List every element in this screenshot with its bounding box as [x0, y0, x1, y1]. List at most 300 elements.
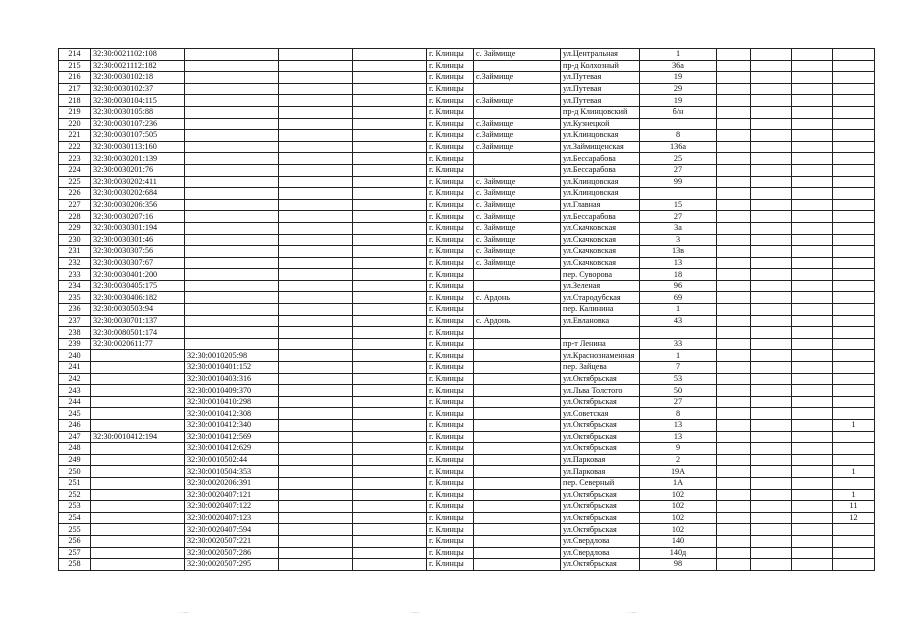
mark-cell	[833, 338, 875, 350]
empty-cell	[279, 60, 353, 72]
cadastral-number-a: 32:30:0030105:88	[91, 106, 185, 118]
city-cell: г. Клинцы	[427, 176, 474, 188]
empty-cell	[792, 454, 833, 466]
table-row	[59, 385, 875, 397]
house-number-cell: 1	[640, 304, 717, 316]
empty-cell	[717, 304, 751, 316]
street-cell: ул.Октябрьская	[561, 373, 640, 385]
mark-cell	[833, 396, 875, 408]
locality-cell	[474, 327, 561, 339]
cadastral-number-b	[185, 176, 279, 188]
cadastral-number-a: 32:30:0030406:182	[91, 292, 185, 304]
street-cell: ул.Бессарабова	[561, 211, 640, 223]
empty-cell	[279, 489, 353, 501]
mark-cell	[833, 477, 875, 489]
table-row	[59, 454, 875, 466]
row-number: 255	[59, 524, 91, 536]
empty-cell	[751, 501, 792, 513]
cadastral-number-b: 32:30:0020206:391	[185, 477, 279, 489]
locality-cell: с. Займище	[474, 176, 561, 188]
city-cell: г. Клинцы	[427, 280, 474, 292]
city-cell: г. Клинцы	[427, 327, 474, 339]
locality-cell	[474, 501, 561, 513]
table-row	[59, 130, 875, 142]
street-cell: ул.Скачковская	[561, 246, 640, 258]
locality-cell: с.Займище	[474, 141, 561, 153]
street-cell: ул.Евлановка	[561, 315, 640, 327]
street-cell: ул.Путевая	[561, 72, 640, 84]
row-number: 214	[59, 49, 91, 61]
cadastral-number-b	[185, 141, 279, 153]
street-cell: ул.Парковая	[561, 454, 640, 466]
row-number: 228	[59, 211, 91, 223]
empty-cell	[353, 246, 427, 258]
empty-cell	[353, 443, 427, 455]
table-row	[59, 257, 875, 269]
locality-cell	[474, 83, 561, 95]
empty-cell	[353, 535, 427, 547]
house-number-cell: 33	[640, 338, 717, 350]
empty-cell	[279, 234, 353, 246]
empty-cell	[279, 559, 353, 571]
house-number-cell	[640, 118, 717, 130]
cadastral-number-a: 32:30:0030301:46	[91, 234, 185, 246]
mark-cell	[833, 118, 875, 130]
table-row	[59, 141, 875, 153]
cadastral-number-a: 32:30:0010412:194	[91, 431, 185, 443]
empty-cell	[792, 501, 833, 513]
row-number: 244	[59, 396, 91, 408]
city-cell: г. Клинцы	[427, 408, 474, 420]
cadastral-number-a	[91, 454, 185, 466]
row-number: 224	[59, 164, 91, 176]
empty-cell	[353, 164, 427, 176]
locality-cell: с. Ардонь	[474, 292, 561, 304]
house-number-cell: 99	[640, 176, 717, 188]
cadastral-number-a: 32:30:0030102:18	[91, 72, 185, 84]
row-number: 216	[59, 72, 91, 84]
empty-cell	[792, 315, 833, 327]
empty-cell	[792, 524, 833, 536]
empty-cell	[751, 524, 792, 536]
empty-cell	[279, 315, 353, 327]
empty-cell	[717, 257, 751, 269]
cadastral-number-a	[91, 362, 185, 374]
mark-cell	[833, 269, 875, 281]
empty-cell	[751, 559, 792, 571]
mark-cell	[833, 408, 875, 420]
empty-cell	[717, 72, 751, 84]
table-row	[59, 95, 875, 107]
house-number-cell: 2	[640, 454, 717, 466]
house-number-cell: 27	[640, 396, 717, 408]
table-row	[59, 72, 875, 84]
empty-cell	[751, 547, 792, 559]
house-number-cell: 140д	[640, 547, 717, 559]
empty-cell	[717, 362, 751, 374]
empty-cell	[792, 246, 833, 258]
empty-cell	[353, 501, 427, 513]
empty-cell	[792, 95, 833, 107]
empty-cell	[353, 466, 427, 478]
empty-cell	[792, 72, 833, 84]
cadastral-number-a: 32:30:0030102:37	[91, 83, 185, 95]
street-cell: пер. Суворова	[561, 269, 640, 281]
empty-cell	[353, 211, 427, 223]
street-cell: пер. Северный	[561, 477, 640, 489]
row-number: 222	[59, 141, 91, 153]
locality-cell	[474, 547, 561, 559]
house-number-cell: 3	[640, 234, 717, 246]
street-cell: ул.Путевая	[561, 95, 640, 107]
city-cell: г. Клинцы	[427, 106, 474, 118]
cadastral-number-b	[185, 338, 279, 350]
house-number-cell: 140	[640, 535, 717, 547]
empty-cell	[751, 60, 792, 72]
empty-cell	[792, 373, 833, 385]
empty-cell	[792, 338, 833, 350]
empty-cell	[792, 280, 833, 292]
house-number-cell: б/н	[640, 106, 717, 118]
table-row	[59, 373, 875, 385]
cadastral-number-a: 32:30:0030307:67	[91, 257, 185, 269]
locality-cell	[474, 559, 561, 571]
street-cell: пр-д Колхозный	[561, 60, 640, 72]
empty-cell	[353, 153, 427, 165]
table-row	[59, 559, 875, 571]
empty-cell	[279, 385, 353, 397]
empty-cell	[353, 489, 427, 501]
empty-cell	[717, 153, 751, 165]
street-cell: пр-д Клинцовский	[561, 106, 640, 118]
cadastral-number-b	[185, 327, 279, 339]
empty-cell	[792, 83, 833, 95]
house-number-cell: 96	[640, 280, 717, 292]
empty-cell	[717, 385, 751, 397]
empty-cell	[717, 327, 751, 339]
mark-cell	[833, 60, 875, 72]
table-row	[59, 83, 875, 95]
empty-cell	[792, 466, 833, 478]
empty-cell	[717, 60, 751, 72]
empty-cell	[751, 246, 792, 258]
cadastral-number-b: 32:30:0020507:295	[185, 559, 279, 571]
street-cell: ул.Октябрьская	[561, 489, 640, 501]
city-cell: г. Клинцы	[427, 489, 474, 501]
locality-cell	[474, 489, 561, 501]
mark-cell	[833, 257, 875, 269]
row-number: 226	[59, 188, 91, 200]
cadastral-number-b: 32:30:0010412:340	[185, 420, 279, 432]
empty-cell	[353, 420, 427, 432]
row-number: 248	[59, 443, 91, 455]
city-cell: г. Клинцы	[427, 234, 474, 246]
empty-cell	[751, 153, 792, 165]
cadastral-number-a: 32:30:0030301:194	[91, 222, 185, 234]
locality-cell: с. Займище	[474, 246, 561, 258]
empty-cell	[751, 130, 792, 142]
empty-cell	[751, 477, 792, 489]
cadastral-number-b: 32:30:0010412:308	[185, 408, 279, 420]
empty-cell	[792, 199, 833, 211]
row-number: 254	[59, 512, 91, 524]
empty-cell	[353, 222, 427, 234]
empty-cell	[751, 338, 792, 350]
cadastral-number-b	[185, 222, 279, 234]
empty-cell	[717, 559, 751, 571]
cadastral-number-a	[91, 501, 185, 513]
empty-cell	[792, 269, 833, 281]
row-number: 231	[59, 246, 91, 258]
locality-cell: с. Займище	[474, 211, 561, 223]
empty-cell	[717, 477, 751, 489]
cadastral-number-a	[91, 373, 185, 385]
city-cell: г. Клинцы	[427, 559, 474, 571]
house-number-cell	[640, 327, 717, 339]
house-number-cell: 7	[640, 362, 717, 374]
empty-cell	[792, 118, 833, 130]
cadastral-number-a	[91, 535, 185, 547]
table-row	[59, 188, 875, 200]
cadastral-number-a: 32:30:0020611:77	[91, 338, 185, 350]
house-number-cell: 98	[640, 559, 717, 571]
table-row	[59, 466, 875, 478]
city-cell: г. Клинцы	[427, 477, 474, 489]
empty-cell	[279, 199, 353, 211]
locality-cell	[474, 60, 561, 72]
table-row	[59, 164, 875, 176]
row-number: 245	[59, 408, 91, 420]
table-row	[59, 420, 875, 432]
empty-cell	[353, 72, 427, 84]
cadastral-number-b: 32:30:0010401:152	[185, 362, 279, 374]
empty-cell	[353, 373, 427, 385]
empty-cell	[717, 315, 751, 327]
table-body	[59, 49, 875, 571]
empty-cell	[717, 512, 751, 524]
locality-cell	[474, 443, 561, 455]
city-cell: г. Клинцы	[427, 153, 474, 165]
mark-cell	[833, 454, 875, 466]
empty-cell	[279, 443, 353, 455]
empty-cell	[353, 524, 427, 536]
locality-cell	[474, 304, 561, 316]
cadastral-number-a: 32:30:0030202:684	[91, 188, 185, 200]
empty-cell	[751, 489, 792, 501]
street-cell: ул.Займищенская	[561, 141, 640, 153]
cadastral-number-b	[185, 269, 279, 281]
empty-cell	[792, 222, 833, 234]
row-number: 243	[59, 385, 91, 397]
empty-cell	[717, 292, 751, 304]
empty-cell	[751, 292, 792, 304]
city-cell: г. Клинцы	[427, 373, 474, 385]
empty-cell	[751, 269, 792, 281]
street-cell: ул.Кузнецкой	[561, 118, 640, 130]
house-number-cell: 25	[640, 153, 717, 165]
cadastral-number-b	[185, 130, 279, 142]
street-cell: ул.Клинцовская	[561, 130, 640, 142]
cadastral-number-a: 32:30:0030107:505	[91, 130, 185, 142]
cadastral-number-b	[185, 315, 279, 327]
cadastral-number-a: 32:30:0030401:200	[91, 269, 185, 281]
empty-cell	[717, 280, 751, 292]
empty-cell	[751, 280, 792, 292]
empty-cell	[279, 373, 353, 385]
cadastral-number-a	[91, 408, 185, 420]
house-number-cell: 19	[640, 95, 717, 107]
row-number: 233	[59, 269, 91, 281]
table-row	[59, 246, 875, 258]
empty-cell	[353, 315, 427, 327]
table-row	[59, 396, 875, 408]
row-number: 217	[59, 83, 91, 95]
empty-cell	[792, 141, 833, 153]
city-cell: г. Клинцы	[427, 118, 474, 130]
street-cell: ул.Советская	[561, 408, 640, 420]
empty-cell	[751, 385, 792, 397]
table-row	[59, 501, 875, 513]
city-cell: г. Клинцы	[427, 454, 474, 466]
mark-cell: 1	[833, 466, 875, 478]
table-row	[59, 292, 875, 304]
empty-cell	[279, 176, 353, 188]
locality-cell	[474, 396, 561, 408]
street-cell: пер. Калинина	[561, 304, 640, 316]
street-cell: ул.Скачковская	[561, 257, 640, 269]
locality-cell: с.Займище	[474, 72, 561, 84]
cadastral-number-a: 32:30:0030207:16	[91, 211, 185, 223]
empty-cell	[792, 547, 833, 559]
cadastral-number-b	[185, 211, 279, 223]
table-row	[59, 60, 875, 72]
street-cell: ул.Центральная	[561, 49, 640, 61]
cadastral-number-b: 32:30:0010403:316	[185, 373, 279, 385]
row-number: 247	[59, 431, 91, 443]
table-row	[59, 315, 875, 327]
empty-cell	[717, 535, 751, 547]
empty-cell	[751, 118, 792, 130]
empty-cell	[279, 257, 353, 269]
empty-cell	[353, 234, 427, 246]
mark-cell: 1	[833, 489, 875, 501]
empty-cell	[279, 362, 353, 374]
city-cell: г. Клинцы	[427, 199, 474, 211]
empty-cell	[792, 559, 833, 571]
empty-cell	[279, 327, 353, 339]
mark-cell	[833, 535, 875, 547]
house-number-cell: 36а	[640, 60, 717, 72]
street-cell: ул.Октябрьская	[561, 559, 640, 571]
city-cell: г. Клинцы	[427, 130, 474, 142]
empty-cell	[717, 95, 751, 107]
empty-cell	[279, 292, 353, 304]
house-number-cell: 69	[640, 292, 717, 304]
empty-cell	[279, 141, 353, 153]
row-number: 234	[59, 280, 91, 292]
street-cell: ул.Свердлова	[561, 535, 640, 547]
empty-cell	[353, 106, 427, 118]
empty-cell	[279, 211, 353, 223]
table-row	[59, 431, 875, 443]
row-number: 242	[59, 373, 91, 385]
locality-cell	[474, 164, 561, 176]
table-row	[59, 350, 875, 362]
footer-mark: ··—	[626, 611, 638, 616]
mark-cell	[833, 106, 875, 118]
city-cell: г. Клинцы	[427, 95, 474, 107]
empty-cell	[279, 454, 353, 466]
mark-cell	[833, 153, 875, 165]
empty-cell	[353, 83, 427, 95]
empty-cell	[751, 373, 792, 385]
house-number-cell: 102	[640, 512, 717, 524]
street-cell: ул.Октябрьская	[561, 431, 640, 443]
empty-cell	[353, 280, 427, 292]
empty-cell	[751, 141, 792, 153]
row-number: 220	[59, 118, 91, 130]
mark-cell: 12	[833, 512, 875, 524]
city-cell: г. Клинцы	[427, 524, 474, 536]
city-cell: г. Клинцы	[427, 547, 474, 559]
row-number: 235	[59, 292, 91, 304]
mark-cell	[833, 547, 875, 559]
empty-cell	[353, 362, 427, 374]
mark-cell	[833, 141, 875, 153]
city-cell: г. Клинцы	[427, 49, 474, 61]
empty-cell	[279, 246, 353, 258]
table-row	[59, 477, 875, 489]
empty-cell	[279, 118, 353, 130]
city-cell: г. Клинцы	[427, 72, 474, 84]
empty-cell	[751, 454, 792, 466]
city-cell: г. Клинцы	[427, 269, 474, 281]
locality-cell: с. Займище	[474, 234, 561, 246]
city-cell: г. Клинцы	[427, 350, 474, 362]
empty-cell	[792, 211, 833, 223]
cadastral-number-b	[185, 118, 279, 130]
cadastral-number-a	[91, 524, 185, 536]
empty-cell	[792, 385, 833, 397]
cadastral-number-b	[185, 292, 279, 304]
locality-cell	[474, 477, 561, 489]
row-number: 225	[59, 176, 91, 188]
cadastral-number-b: 32:30:0010205:98	[185, 350, 279, 362]
cadastral-number-b	[185, 246, 279, 258]
mark-cell	[833, 292, 875, 304]
empty-cell	[353, 257, 427, 269]
city-cell: г. Клинцы	[427, 443, 474, 455]
house-number-cell: 43	[640, 315, 717, 327]
empty-cell	[717, 141, 751, 153]
empty-cell	[353, 559, 427, 571]
table-row	[59, 211, 875, 223]
street-cell: ул.Скачковская	[561, 222, 640, 234]
mark-cell	[833, 280, 875, 292]
empty-cell	[353, 350, 427, 362]
empty-cell	[792, 420, 833, 432]
table-row	[59, 176, 875, 188]
city-cell: г. Клинцы	[427, 292, 474, 304]
empty-cell	[279, 420, 353, 432]
empty-cell	[279, 72, 353, 84]
empty-cell	[751, 49, 792, 61]
empty-cell	[792, 164, 833, 176]
empty-cell	[353, 512, 427, 524]
table-row	[59, 49, 875, 61]
empty-cell	[751, 222, 792, 234]
empty-cell	[717, 547, 751, 559]
